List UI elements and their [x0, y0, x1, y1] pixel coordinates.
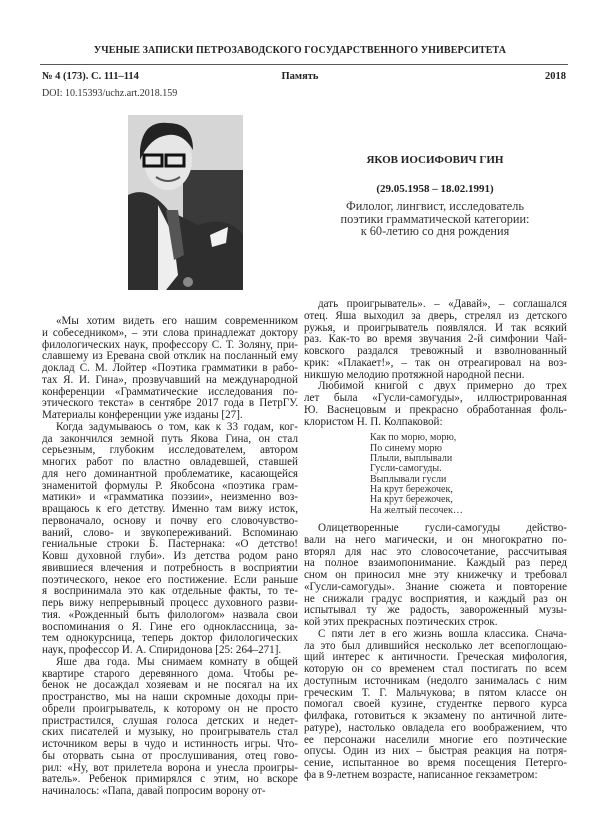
year: 2018: [545, 71, 566, 82]
text-line: филологических наук, профессору С. Т. Золяну, при-: [42, 338, 298, 351]
text-line: поэтического, некое его постижение. Если раньше: [42, 573, 298, 586]
section-name: Память: [281, 71, 319, 82]
text-line: помогал своей кузине, студентке первого курса: [304, 698, 567, 711]
paragraph: [42, 657, 298, 798]
text-line: С пяти лет в его жизнь вошла классика. Снача-: [318, 627, 567, 640]
text-line: вали на него магически, и он многократно по-: [304, 533, 567, 546]
text-line: для него доминантной проблематике, касающейся: [42, 467, 298, 480]
text-line: да закончился земной путь Якова Гина, он стал: [42, 432, 298, 445]
text-line: квартире старого деревянного дома. Чтобы ре-: [42, 667, 298, 680]
text-line: вторял для нас это словосочетание, рассчитывая: [304, 545, 567, 558]
text-line: тах Я. И. Гина», прозвучавший на международной: [42, 373, 298, 386]
text-line: обрели проигрыватель, к которому он не просто: [42, 702, 298, 715]
text-line: щий интерес к античности. Греческая мифология,: [304, 651, 567, 664]
text-line: ратуре), настолько овладела его воображением, что: [304, 721, 567, 734]
text-line: никшую мелодию протяжной народной песни.: [304, 368, 525, 381]
text-line: доступным источникам (недолго занималась с ним: [304, 674, 567, 687]
poem-line: Гусли-самогуды.: [370, 463, 442, 475]
text-line: ла это был длившийся несколько лет всепоглощаю-: [304, 639, 567, 652]
right-column: [304, 299, 567, 782]
text-line: греческим Т. Г. Мальчукова; в пятом классе он: [304, 686, 567, 699]
text-line: отец. Яша выходил за дверь, стрелял из детского: [304, 309, 567, 322]
text-line: пространство, мы на наши скромные доходы при-: [42, 691, 298, 703]
text-line: конференции «Грамматические исследования по-: [42, 385, 298, 398]
text-line: лет была «Гусли-самогуды», иллюстрированная: [304, 392, 567, 404]
text-line: вращаюсь к его детству. Именно там вижу исток,: [42, 503, 298, 515]
paragraph: [42, 422, 298, 657]
text-line: раз. Как-то во время звучания 2-й симфонии Чай-: [304, 333, 567, 346]
paragraph: [304, 299, 567, 381]
text-line: ковского раздался тревожный и взволнованный: [304, 345, 567, 357]
poem-quote: [304, 433, 567, 516]
text-line: Ю. Васнецовым и прекрасно обработанная фоль-: [304, 403, 567, 416]
text-line: ваний, слово- и звукопереживаний. Вспоминаю: [42, 526, 298, 539]
text-line: я воспринимала это как отдельные факты, то те-: [42, 585, 298, 598]
text-line: на полное взаимопонимание. Каждый раз перед: [304, 557, 567, 570]
text-line: явившиеся влечения и потребность в восприятии: [42, 561, 298, 574]
life-dates: (29.05.1958 – 18.02.1991): [376, 183, 494, 195]
person-name: ЯКОВ ИОСИФОВИЧ ГИН: [366, 154, 504, 166]
text-line: доклад С. М. Лойтер «Поэтика грамматики в рабо-: [42, 362, 298, 374]
text-line: серьезным, глубоким исследователем, автором: [42, 444, 298, 457]
doi: DOI: 10.15393/uchz.art.2018.159: [42, 88, 178, 99]
text-line: «Мы хотим видеть его нашим современником: [56, 315, 298, 327]
text-line: начиналось: «Папа, давай попросим ворону от-: [42, 785, 266, 797]
poem-line: На крут бережочек,: [370, 483, 453, 495]
subtitle-line: поэтики грамматической категории:: [340, 211, 530, 226]
text-line: этического текста» в сентябре 2017 года в ПетрГУ.: [42, 397, 298, 410]
text-line: гениальные строки Б. Пастернака: «О детство!: [42, 538, 298, 551]
paragraph: [304, 629, 567, 782]
text-line: Любимой книгой с двух примерно до трех: [318, 380, 567, 393]
text-line: ружья, и проигрыватель появлялся. И так всякий: [304, 321, 567, 334]
article-subtitle: [302, 200, 568, 238]
text-line: Ковш духовной глуби». Из детства родом рано: [42, 550, 298, 562]
portrait-image: [128, 115, 243, 290]
poem-line: На крут бережочек,: [370, 494, 453, 506]
subtitle-line: Филолог, лингвист, исследователь: [346, 199, 524, 213]
text-line: источником веры в чудо и истинность игры. Что-: [42, 738, 298, 750]
text-line: бы оторвать сына от прослушивания, отец гово-: [42, 749, 298, 762]
text-line: знаменитой формулы Р. Якобсона «поэтика грам-: [42, 479, 298, 492]
poem-line: По синему морю: [370, 442, 442, 454]
paragraph: [42, 316, 298, 422]
poem-line: Выплывали гусли: [370, 473, 447, 485]
poem-line: Плыли, выплывали: [370, 452, 453, 464]
portrait-photo: [128, 115, 243, 290]
text-line: опусы. Один из них – быстрая реакция на потря-: [304, 745, 567, 758]
text-line: фа в 9-летнем возрасте, написанное гекзаметром:: [304, 768, 538, 781]
text-line: Олицетворенные гусли-самогуды действо-: [318, 522, 567, 534]
text-line: первоначало, основу и почву его словочувство-: [42, 514, 298, 527]
journal-title: УЧЕНЫЕ ЗАПИСКИ ПЕТРОЗАВОДСКОГО ГОСУДАРСТВЕННОГО УНИВЕРСИТЕТА: [93, 45, 507, 56]
text-line: дать проигрыватель». – «Давай», – соглашался: [318, 298, 567, 310]
text-line: ее персонажи населили многие его поэтические: [304, 733, 567, 746]
paragraph: [304, 523, 567, 629]
text-line: крик: «Плакает!», – так он отреагировал на воз-: [304, 356, 567, 369]
text-line: сном он приносил мне эту книжечку и требовал: [304, 569, 567, 581]
text-line: матики» и «грамматика поэзии», неизменно воз-: [42, 491, 298, 504]
issue-info: № 4 (173). С. 111–114: [42, 71, 139, 82]
text-line: сение, испытанное во время посещения Петерго-: [304, 757, 567, 769]
text-line: Когда задумываюсь о том, как к 33 годам, ког-: [56, 420, 298, 433]
text-line: рил: «Ну, вот прилетела ворона и унесла проигры-: [42, 761, 298, 774]
text-line: наук, профессор И. А. Спиридонова [25: 264–271].: [42, 644, 282, 656]
text-line: ватель». Ребенок примирялся с этим, но вскоре: [42, 773, 298, 786]
text-line: «Гусли-самогуды». Знание сюжета и повторение: [304, 580, 567, 593]
text-line: филфака, готовиться к экзамену по античной лите-: [304, 710, 567, 722]
text-line: славшему из Еревана свой отклик на посланный ему: [42, 350, 298, 363]
article-title-block: [302, 154, 568, 238]
text-line: тем однокурсница, теперь доктор филологических: [42, 632, 298, 645]
text-line: не снижали градус восприятия, и каждый раз он: [304, 592, 567, 605]
text-line: Яше два года. Мы снимаем комнату в общей: [56, 655, 298, 668]
text-line: кой этих прекрасных поэтических строк.: [304, 616, 498, 628]
text-line: перь вижу непрерывный процесс духовного разви-: [42, 597, 298, 609]
text-line: которую он со временем стал постигать по всем: [304, 663, 567, 675]
text-line: и собеседником», – эти слова принадлежат доктору: [42, 326, 298, 339]
text-line: бенок не досаждал хозяевам и не посягал на их: [42, 679, 298, 692]
text-line: пристрастился, слушая голоса детских и недет-: [42, 714, 298, 727]
subtitle-line: к 60-летию со дня рождения: [360, 224, 510, 238]
text-line: клористом Н. П. Колпаковой:: [304, 415, 443, 428]
text-line: Материалы конференции уже изданы [27].: [42, 409, 243, 421]
poem-line: Как по морю, морю,: [370, 432, 457, 444]
text-line: тия. «Рожденный быть филологом» назвала свои: [42, 608, 298, 621]
header-divider: [40, 64, 568, 65]
poem-line: На желтый песочек…: [370, 504, 463, 516]
text-line: ских писателей и музыку, но проигрыватель стал: [42, 726, 298, 739]
left-column: [42, 316, 298, 798]
paragraph: [304, 381, 567, 428]
text-line: испытывал ту же радость, завороженный музы-: [304, 604, 567, 617]
text-line: многих работ по властно овладевшей, ставшей: [42, 456, 298, 468]
text-line: воспоминания о Я. Гине его одноклассница, за-: [42, 620, 298, 633]
